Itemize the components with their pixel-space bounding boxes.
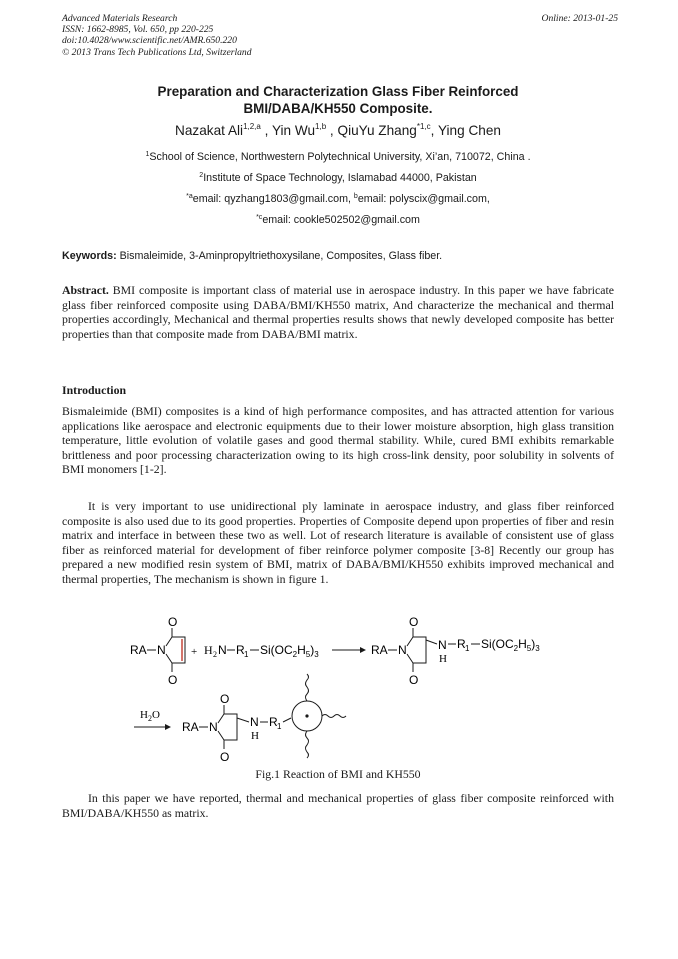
bond [283, 718, 291, 722]
title-line-2: BMI/DABA/KH550 Composite. [243, 101, 433, 116]
water-o: O [151, 709, 160, 721]
author-name: Ying Chen [437, 123, 501, 138]
succinimide-ring [218, 714, 237, 740]
keywords-line [62, 249, 614, 263]
affiliation-sup: 1 [145, 151, 150, 158]
si-sub: 5 [526, 644, 532, 653]
arrow-head [360, 647, 366, 653]
affiliation-1 [62, 150, 614, 164]
r-label: R [269, 715, 278, 729]
si-text: ) [531, 637, 536, 651]
network-center-dot [305, 714, 308, 717]
affiliation-2 [62, 171, 614, 185]
author-sep: , [430, 123, 438, 138]
amine-n: N [438, 638, 447, 652]
abstract-label: Abstract. [62, 283, 109, 297]
issn-line: ISSN: 1662-8985, Vol. 650, pp 220-225 [62, 24, 214, 36]
amine-n: N [218, 643, 227, 657]
o-label: O [409, 615, 419, 629]
water-label [140, 709, 160, 723]
email-text: email: cookle502502@gmail.com [262, 214, 420, 226]
si-sub: 5 [305, 650, 311, 659]
author-sup: 1,2,a [243, 122, 261, 131]
si-group [481, 637, 540, 653]
si-text: H [518, 637, 527, 651]
paper-title [62, 83, 614, 117]
author-sup: 1,b [315, 122, 327, 131]
copyright-line: © 2013 Trans Tech Publications Ltd, Switzerland [62, 46, 252, 58]
r-label: R [457, 637, 466, 651]
figure-caption: Fig.1 Reaction of BMI and KH550 [255, 767, 421, 781]
amine-n: N [250, 715, 259, 729]
si-text: ) [310, 643, 315, 657]
r-sub: 1 [244, 650, 249, 659]
r-label: R [236, 643, 245, 657]
si-text: Si(OC [260, 643, 293, 657]
si-sub: 3 [535, 644, 540, 653]
author-name: QiuYu Zhang [337, 123, 417, 138]
plus-sign: + [191, 646, 198, 658]
email-sup: *a [186, 193, 193, 200]
arrow-head [165, 724, 171, 730]
closing-paragraph: In this paper we have reported, thermal and mechanical properties of glass fiber composite reinforced with BMI/DABA/KH550 as matrix. [62, 791, 614, 820]
ra-label: RA [371, 643, 388, 657]
o-label: O [168, 673, 178, 687]
si-sub: 2 [292, 650, 298, 659]
r-sub: 1 [465, 644, 470, 653]
journal-name: Advanced Materials Research [62, 13, 178, 24]
affiliation-sup: 2 [199, 172, 204, 179]
amine-sub: 2 [213, 650, 217, 659]
n-label: N [157, 643, 166, 657]
n-label: N [398, 643, 407, 657]
author-name: Yin Wu [271, 123, 316, 138]
affiliation-text: Institute of Space Technology, Islamabad 44000, Pakistan [203, 172, 477, 184]
intro-paragraph-2: It is very important to use unidirectional ply laminate in aerospace industry, and glass fiber reinforced composite is also used due to its good properties. Properties of Composite depend upon properties of fiber and resin matrix and interface in between these two as well. Lot of research literature is available of consistent use of glass fiber as reinforced material for development of fiber reinforce polymer composite [3-8] Recently our group has prepared a new modified resin system of BMI, matrix of DABA/BMI/KH550 exhibits improved mechanical and thermal properties, The mechanism is shown in figure 1. [62, 499, 614, 586]
author-sep: , [260, 123, 272, 138]
wavy-bond-top [306, 674, 309, 701]
n-label: N [209, 720, 218, 734]
o-label: O [409, 673, 419, 687]
email-line-1 [62, 192, 614, 206]
abstract-text: BMI composite is important class of material use in aerospace industry. In this paper we have fabricate glass fiber reinforced composite using DABA/BMI/KH550 matrix, And characterize the mechanical and thermal properties accordingly, Mechanical and thermal properties results shows that newly developed composite has better properties than that composite made from DABA/BMI matrix. [62, 283, 614, 341]
si-text: H [297, 643, 306, 657]
bond [426, 640, 437, 644]
water-sub: 2 [147, 714, 152, 723]
author-list [62, 122, 614, 140]
email-sup: b [353, 193, 358, 200]
email-text: email: qyzhang1803@gmail.com, [192, 193, 354, 205]
author-name: Nazakat Ali [175, 123, 244, 138]
succinimide-ring [407, 637, 426, 663]
amine-h: H [204, 643, 213, 657]
online-date: Online: 2013-01-25 [541, 13, 618, 24]
author-sup: *1,c [416, 122, 431, 131]
section-heading: Introduction [62, 383, 127, 397]
r-sub: 1 [277, 722, 282, 731]
ra-label: RA [130, 643, 147, 657]
keywords-text: Bismaleimide, 3-Aminpropyltriethoxysilane, Composites, Glass fiber. [116, 250, 443, 262]
si-text: Si(OC [481, 637, 514, 651]
reaction-scheme-figure [62, 610, 622, 768]
abstract-paragraph [62, 283, 614, 341]
si-group [260, 643, 319, 659]
email-sup: *c [256, 214, 263, 221]
si-sub: 3 [314, 650, 319, 659]
o-label: O [220, 750, 230, 764]
title-line-1: Preparation and Characterization Glass Fiber Reinforced [157, 84, 519, 99]
email-text: email: polyscix@gmail.com, [357, 193, 490, 205]
si-sub: 2 [513, 644, 519, 653]
amine-h: H [251, 730, 259, 742]
wavy-bond-bottom [306, 731, 309, 758]
bond [237, 718, 249, 722]
author-sep: , [326, 123, 338, 138]
amine-h: H [439, 653, 447, 665]
o-label: O [168, 615, 178, 629]
water-h: H [140, 709, 148, 721]
affiliation-text: School of Science, Northwestern Polytechnical University, Xi’an, 710072, China . [149, 151, 531, 163]
keywords-label: Keywords: [62, 250, 117, 262]
doi-line: doi:10.4028/www.scientific.net/AMR.650.220 [62, 35, 237, 47]
email-line-2 [62, 213, 614, 227]
intro-paragraph-1: Bismaleimide (BMI) composites is a kind of high performance composites, and has attracted attention for various applications like aerospace and electronic equipments due to their lower moisture absorption, high glass transition temperature, little evolution of volatile gases and good thermal stability. While, cured BMI exhibits remarkable brittleness and poor processing characterization owing to its high cross-link density, poor solubility in solvents of BMI monomers [1-2]. [62, 404, 614, 477]
wavy-bond-right [322, 715, 346, 718]
ra-label: RA [182, 720, 199, 734]
journal-header [62, 13, 618, 58]
o-label: O [220, 692, 230, 706]
